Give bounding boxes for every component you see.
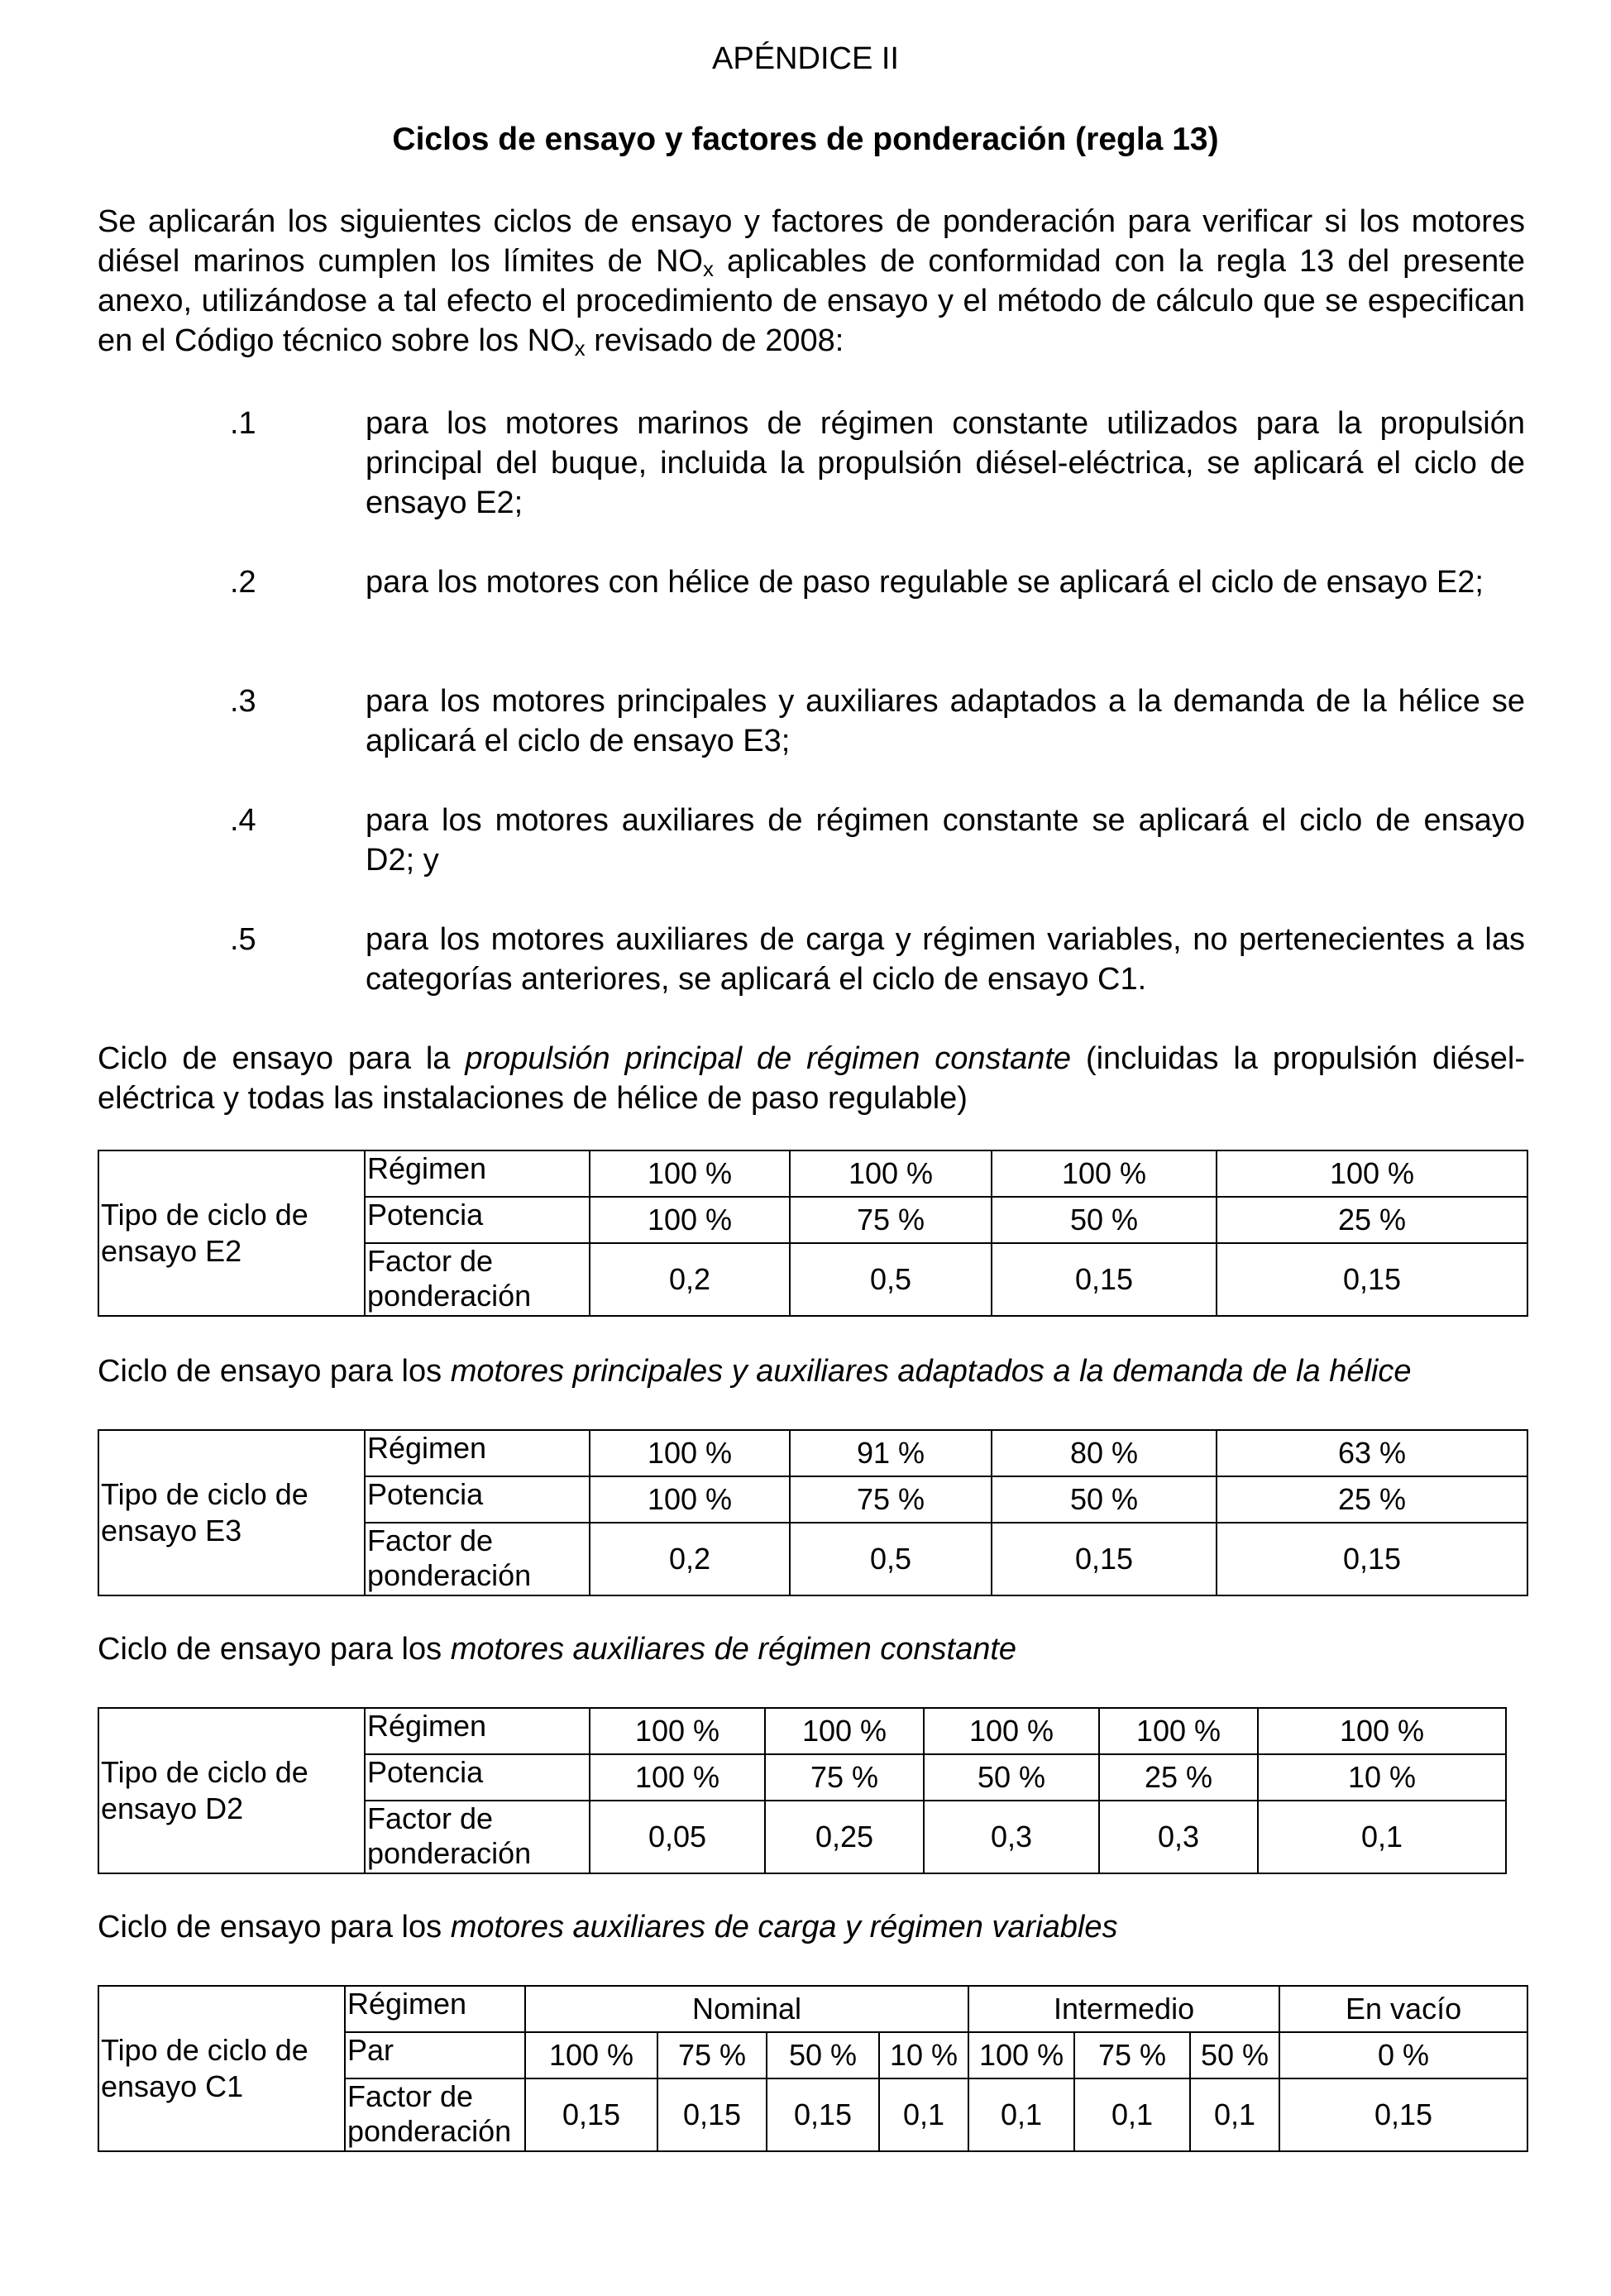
list-item-number: .4 (230, 803, 256, 838)
regimen-group-intermedio: Intermedio (968, 1986, 1279, 2032)
caption-e2-post: (incluidas la propulsión diésel-eléctrica y todas las instalaciones de hélice de paso regulable) (98, 1041, 1525, 1116)
table-cell: 100 % (590, 1476, 790, 1523)
table-cell: 100 % (924, 1708, 1099, 1754)
table-cell: 50 % (992, 1476, 1217, 1523)
appendix-title: APÉNDICE II (712, 41, 899, 76)
caption-e3 (98, 1351, 1525, 1391)
table-cell: 0,15 (1279, 2078, 1527, 2151)
table-cell: 0,15 (525, 2078, 657, 2151)
table-cell: 75 % (790, 1476, 992, 1523)
table-d2 (98, 1707, 1507, 1874)
table-cell: 100 % (590, 1197, 790, 1243)
table-cell: 100 % (968, 2032, 1074, 2078)
intro-part-1: Se aplicarán los siguientes ciclos de ensayo y factores de ponderación para verificar si los motores diésel marinos cumplen los límites de NO (98, 204, 1525, 279)
caption-e3-emphasis: motores principales y auxiliares adaptados a la demanda de la hélice (450, 1354, 1412, 1389)
intro-part-2: aplicables de conformidad con la regla 13 del presente anexo, utilizándose a tal efecto el procedimiento de ensayo y el método de cálculo que se especifican en el Código técnico sobre los NO (98, 244, 1525, 358)
regimen-group-en-vacio: En vacío (1279, 1986, 1527, 2032)
table-cell: 75 % (790, 1197, 992, 1243)
table-cell: 0,2 (590, 1243, 790, 1316)
table-cell: 0,3 (924, 1801, 1099, 1873)
table-row (98, 1708, 1506, 1754)
row-label-potencia: Potencia (365, 1197, 590, 1243)
table-cell: 0,5 (790, 1523, 992, 1595)
appendix-subtitle: Ciclos de ensayo y factores de ponderación (regla 13) (392, 122, 1219, 157)
table-cell: 0,1 (968, 2078, 1074, 2151)
table-cell: 100 % (590, 1150, 790, 1197)
table-e2 (98, 1150, 1528, 1317)
table-cell: 0,15 (992, 1243, 1217, 1316)
table-cell: 100 % (790, 1150, 992, 1197)
intro-subscript-1: x (703, 256, 714, 281)
row-label-regimen: Régimen (365, 1150, 590, 1197)
row-label-potencia: Potencia (365, 1754, 590, 1801)
table-cell: 0,1 (1190, 2078, 1279, 2151)
table-cell: 0,2 (590, 1523, 790, 1595)
list-item-text: para los motores auxiliares de régimen constante se aplicará el ciclo de ensayo D2; y (366, 803, 1525, 878)
table-cell: 0,15 (1217, 1243, 1527, 1316)
table-row (98, 1986, 1527, 2032)
table-cell: 100 % (765, 1708, 924, 1754)
row-label-factor: Factor de ponderación (365, 1243, 590, 1316)
cycle-type-label: Tipo de ciclo de ensayo E3 (98, 1430, 365, 1595)
cycle-type-label: Tipo de ciclo de ensayo C1 (98, 1986, 345, 2151)
intro-part-3: revisado de 2008: (585, 323, 844, 358)
row-label-par: Par (345, 2032, 525, 2078)
caption-c1 (98, 1907, 1525, 1947)
row-label-factor: Factor de ponderación (365, 1523, 590, 1595)
table-cell: 0,1 (1258, 1801, 1506, 1873)
table-cell: 50 % (992, 1197, 1217, 1243)
caption-c1-pre: Ciclo de ensayo para los (98, 1910, 451, 1944)
regimen-group-nominal: Nominal (525, 1986, 968, 2032)
list-item-text: para los motores marinos de régimen constante utilizados para la propulsión principal del buque, incluida la propulsión diésel-eléctrica, se aplicará el ciclo de ensayo E2; (366, 406, 1525, 520)
table-cell: 0 % (1279, 2032, 1527, 2078)
row-label-factor: Factor de ponderación (345, 2078, 525, 2151)
table-cell: 100 % (1217, 1150, 1527, 1197)
table-cell: 100 % (590, 1708, 765, 1754)
list-item-text: para los motores auxiliares de carga y régimen variables, no pertenecientes a las categorías anteriores, se aplicará el ciclo de ensayo C1. (366, 922, 1525, 997)
table-cell: 0,15 (657, 2078, 767, 2151)
table-cell: 0,15 (992, 1523, 1217, 1595)
table-cell: 25 % (1217, 1197, 1527, 1243)
table-cell: 10 % (879, 2032, 968, 2078)
list-item-text: para los motores con hélice de paso regulable se aplicará el ciclo de ensayo E2; (366, 565, 1484, 600)
table-cell: 75 % (657, 2032, 767, 2078)
caption-e3-pre: Ciclo de ensayo para los (98, 1354, 451, 1389)
table-cell: 25 % (1217, 1476, 1527, 1523)
table-cell: 0,25 (765, 1801, 924, 1873)
caption-e2 (98, 1039, 1525, 1118)
table-cell: 63 % (1217, 1430, 1527, 1476)
table-row (98, 1150, 1527, 1197)
list-item-text: para los motores principales y auxiliares adaptados a la demanda de la hélice se aplicará el ciclo de ensayo E3; (366, 684, 1525, 758)
table-cell: 0,3 (1099, 1801, 1258, 1873)
row-label-regimen: Régimen (345, 1986, 525, 2032)
table-e3 (98, 1429, 1528, 1596)
table-cell: 80 % (992, 1430, 1217, 1476)
list-item-number: .1 (230, 406, 256, 441)
table-cell: 0,1 (879, 2078, 968, 2151)
caption-e2-pre: Ciclo de ensayo para la (98, 1041, 466, 1076)
table-cell: 75 % (765, 1754, 924, 1801)
row-label-factor: Factor de ponderación (365, 1801, 590, 1873)
table-cell: 0,15 (1217, 1523, 1527, 1595)
list-item-number: .5 (230, 922, 256, 957)
table-cell: 91 % (790, 1430, 992, 1476)
cycle-type-label: Tipo de ciclo de ensayo D2 (98, 1708, 365, 1873)
table-cell: 50 % (767, 2032, 879, 2078)
cycle-type-label: Tipo de ciclo de ensayo E2 (98, 1150, 365, 1316)
row-label-regimen: Régimen (365, 1708, 590, 1754)
row-label-potencia: Potencia (365, 1476, 590, 1523)
table-cell: 100 % (1099, 1708, 1258, 1754)
table-row (98, 1430, 1527, 1476)
table-cell: 50 % (1190, 2032, 1279, 2078)
caption-d2 (98, 1629, 1525, 1669)
caption-d2-emphasis: motores auxiliares de régimen constante (450, 1632, 1017, 1667)
table-cell: 100 % (525, 2032, 657, 2078)
list-item-number: .3 (230, 684, 256, 719)
table-c1 (98, 1985, 1528, 2152)
list-item-number: .2 (230, 565, 256, 600)
caption-d2-pre: Ciclo de ensayo para los (98, 1632, 451, 1667)
table-cell: 25 % (1099, 1754, 1258, 1801)
table-cell: 50 % (924, 1754, 1099, 1801)
table-cell: 100 % (992, 1150, 1217, 1197)
table-cell: 10 % (1258, 1754, 1506, 1801)
table-cell: 75 % (1074, 2032, 1190, 2078)
table-cell: 0,1 (1074, 2078, 1190, 2151)
caption-e2-emphasis: propulsión principal de régimen constante (465, 1041, 1072, 1076)
row-label-regimen: Régimen (365, 1430, 590, 1476)
table-cell: 0,05 (590, 1801, 765, 1873)
table-cell: 0,15 (767, 2078, 879, 2151)
table-cell: 100 % (590, 1430, 790, 1476)
caption-c1-emphasis: motores auxiliares de carga y régimen variables (450, 1910, 1118, 1944)
table-cell: 100 % (1258, 1708, 1506, 1754)
intro-paragraph (98, 202, 1525, 361)
table-cell: 0,5 (790, 1243, 992, 1316)
intro-subscript-2: x (574, 336, 586, 361)
table-cell: 100 % (590, 1754, 765, 1801)
